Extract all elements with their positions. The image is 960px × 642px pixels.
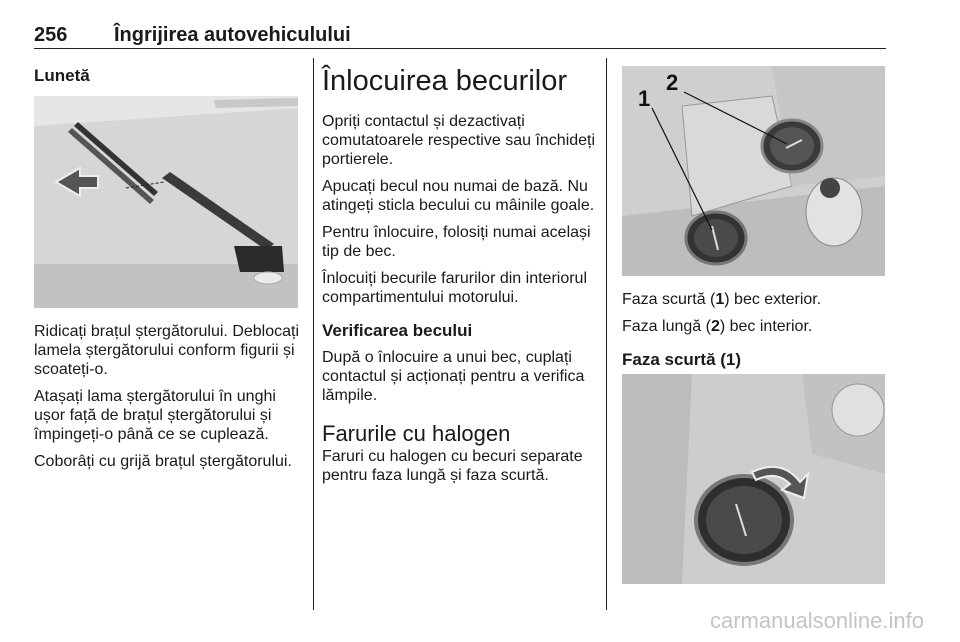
caption-text: ) bec interior. — [719, 318, 813, 335]
caption-number: 1 — [715, 291, 725, 308]
watermark: carmanualsonline.info — [709, 608, 924, 633]
paragraph: Coborâți cu grijă brațul ștergătorului. — [34, 453, 292, 470]
paragraph: Ridicați brațul ștergătorului. Deblocați lamela ștergătorului conform figurii și scoateți-o. — [34, 323, 300, 378]
section-heading-halogen: Farurile cu halogen — [322, 421, 511, 446]
caption-text: Faza lungă ( — [622, 318, 711, 335]
paragraph: Înlocuiți becurile farurilor din interiorul compartimentului motorului. — [322, 270, 588, 306]
page-title: Îngrijirea autovehiculului — [114, 24, 351, 46]
low-beam-illustration — [622, 374, 885, 584]
column-divider-right — [606, 58, 607, 610]
paragraph: După o înlocuire a unui bec, cuplați contactul și acționați pentru a verifica lămpile. — [322, 349, 585, 404]
paragraph: Apucați becul nou numai de bază. Nu atingeți sticla becului cu mâinile goale. — [322, 178, 595, 214]
wiper-illustration — [34, 96, 298, 308]
page-number: 256 — [34, 24, 68, 46]
paragraph: Atașați lama ștergătorului în unghi ușor față de brațul ștergătorului și împingeți-o până ce se cuplează. — [34, 388, 276, 443]
section-heading-bulb-replacement: Înlocuirea becurilor — [322, 65, 568, 97]
column-divider-left — [313, 58, 314, 610]
caption-number: 2 — [710, 318, 720, 335]
paragraph: Pentru înlocuire, folosiți numai același tip de bec. — [322, 224, 591, 260]
engine-bay-illustration — [622, 66, 885, 276]
column-bulb-replacement — [322, 64, 598, 493]
paragraph: Faruri cu halogen cu becuri separate pentru faza lungă și faza scurtă. — [322, 448, 583, 484]
caption-low-beam — [622, 290, 886, 309]
column-rear-window — [34, 66, 302, 85]
column-low-beam — [622, 290, 886, 369]
callout-2: 2 — [666, 70, 679, 95]
caption-text: ) bec exterior. — [724, 291, 822, 308]
column-rear-window-text — [34, 322, 304, 479]
caption-high-beam — [622, 317, 886, 336]
caption-text: Faza scurtă ( — [622, 291, 716, 308]
section-heading-rear-window: Lunetă — [34, 66, 90, 85]
subheading-bulb-check: Verificarea becului — [322, 321, 473, 340]
callout-1: 1 — [638, 86, 651, 111]
page-header — [34, 22, 886, 49]
paragraph: Opriți contactul și dezactivați comutatoarele respective sau închideți portierele. — [322, 113, 596, 168]
section-heading-low-beam: Faza scurtă (1) — [622, 350, 742, 369]
